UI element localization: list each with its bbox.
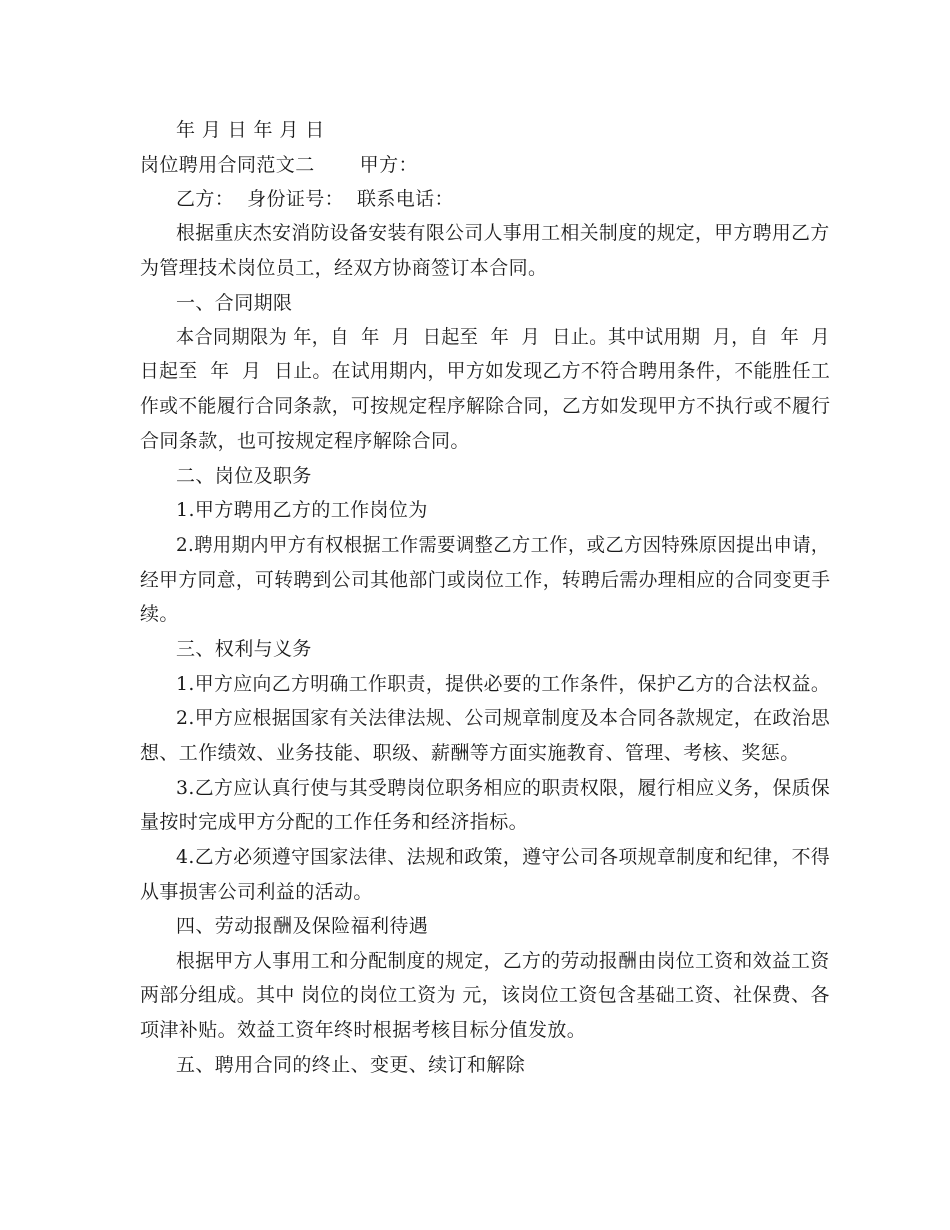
contract-title-party-a: 岗位聘用合同范文二 甲方： [140,154,418,176]
section-3-item-2-line-1: 2.甲方应根据国家有关法律法规、公司规章制度及本合同各款规定，在政治思 [176,707,831,729]
section-3-item-3-line-1: 3.乙方应认真行使与其受聘岗位职务相应的职责权限，履行相应义务，保质保 [176,777,831,799]
section-4-line-3: 项津补贴。效益工资年终时根据考核目标分值发放。 [140,1019,587,1041]
section-2-item-2-line-1: 2.聘用期内甲方有权根据工作需要调整乙方工作，或乙方因特殊原因提出申请， [176,534,830,556]
section-2-item-1: 1.甲方聘用乙方的工作岗位为 [176,499,428,521]
intro-line-1: 根据重庆杰安消防设备安装有限公司人事用工相关制度的规定，甲方聘用乙方 [176,222,830,244]
section-1-line-4: 合同条款，也可按规定程序解除合同。 [140,430,470,452]
section-4-heading: 四、劳动报酬及保险福利待遇 [176,915,429,937]
section-5-heading: 五、聘用合同的终止、变更、续订和解除 [176,1054,526,1076]
section-4-line-2: 两部分组成。其中 岗位的岗位工资为 元，该岗位工资包含基础工资、社保费、各 [140,984,830,1006]
section-2-heading: 二、岗位及职务 [176,465,312,487]
section-1-line-3: 作或不能履行合同条款，可按规定程序解除合同，乙方如发现甲方不执行或不履行 [140,395,831,417]
section-3-heading: 三、权利与义务 [176,638,312,660]
section-3-item-3-line-2: 量按时完成甲方分配的工作任务和经济指标。 [140,811,529,833]
section-1-heading: 一、合同期限 [176,292,293,314]
section-3-item-2-line-2: 想、工作绩效、业务技能、职级、薪酬等方面实施教育、管理、考核、奖惩。 [140,742,800,764]
section-3-item-4-line-1: 4.乙方必须遵守国家法律、法规和政策，遵守公司各项规章制度和纪律，不得 [176,846,831,868]
section-3-item-1: 1.甲方应向乙方明确工作职责，提供必要的工作条件，保护乙方的合法权益。 [176,673,831,695]
section-1-line-2: 日起至 年 月 日止。在试用期内，甲方如发现乙方不符合聘用条件，不能胜任工 [140,360,831,382]
intro-line-2: 为管理技术岗位员工，经双方协商签订本合同。 [140,257,548,279]
section-2-item-2-line-2: 经甲方同意，可转聘到公司其他部门或岗位工作，转聘后需办理相应的合同变更手 [140,569,831,591]
section-1-line-1: 本合同期限为 年，自 年 月 日起至 年 月 日止。其中试用期 月，自 年 月 [176,326,830,348]
section-2-item-2-line-3: 续。 [140,603,179,625]
party-b-line: 乙方： 身份证号： 联系电话： [176,188,454,210]
date-line: 年 月 日 年 月 日 [176,119,325,141]
section-4-line-1: 根据甲方人事用工和分配制度的规定，乙方的劳动报酬由岗位工资和效益工资 [176,950,830,972]
section-3-item-4-line-2: 从事损害公司利益的活动。 [140,881,373,903]
